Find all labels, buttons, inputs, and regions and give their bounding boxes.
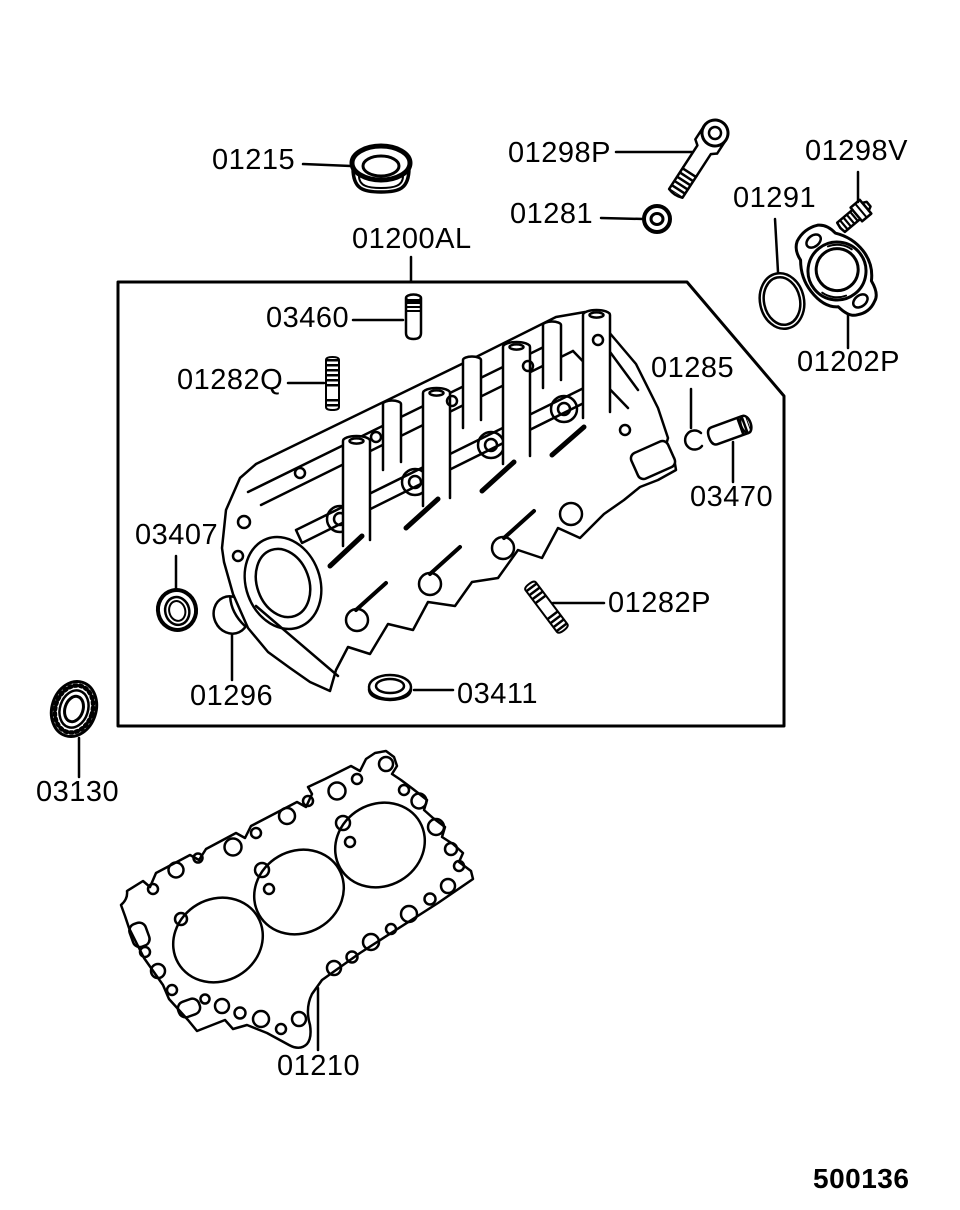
part-03130-drawing (44, 676, 103, 743)
drawing-code: 500136 (813, 1163, 910, 1194)
part-label-01282P: 01282P (608, 587, 711, 619)
part-03411-drawing (369, 675, 411, 700)
part-01215-drawing (352, 146, 410, 192)
part-label-01291: 01291 (733, 182, 817, 214)
part-label-03411: 03411 (457, 678, 538, 710)
part-label-01296: 01296 (190, 680, 274, 712)
part-01285-drawing (685, 431, 702, 450)
part-label-03470: 03470 (690, 481, 774, 513)
part-label-01298P: 01298P (508, 137, 611, 169)
part-01281-drawing (644, 206, 670, 232)
part-label-01210: 01210 (277, 1050, 361, 1082)
part-label-01285: 01285 (651, 352, 735, 384)
part-label-01215: 01215 (212, 144, 296, 176)
part-01202P-drawing (780, 210, 894, 330)
part-03470-drawing (706, 414, 754, 446)
head-gasket-drawing (121, 751, 473, 1048)
part-label-01298V: 01298V (805, 135, 908, 167)
part-label-01200AL: 01200AL (352, 223, 472, 255)
part-label-03460: 03460 (266, 302, 350, 334)
part-01282P-drawing (524, 580, 569, 634)
part-01282Q-drawing (326, 357, 339, 410)
part-label-01282Q: 01282Q (177, 364, 284, 396)
part-label-03130: 03130 (36, 776, 120, 808)
part-01291-drawing (755, 269, 810, 333)
part-03460-drawing (406, 295, 421, 340)
part-label-03407: 03407 (135, 519, 219, 551)
part-01298V-drawing (834, 197, 874, 235)
part-03407-drawing (154, 586, 201, 634)
part-01298P-drawing (664, 115, 733, 202)
cylinder-head-drawing (222, 310, 677, 691)
part-label-01202P: 01202P (797, 346, 900, 378)
part-label-01281: 01281 (510, 198, 594, 230)
